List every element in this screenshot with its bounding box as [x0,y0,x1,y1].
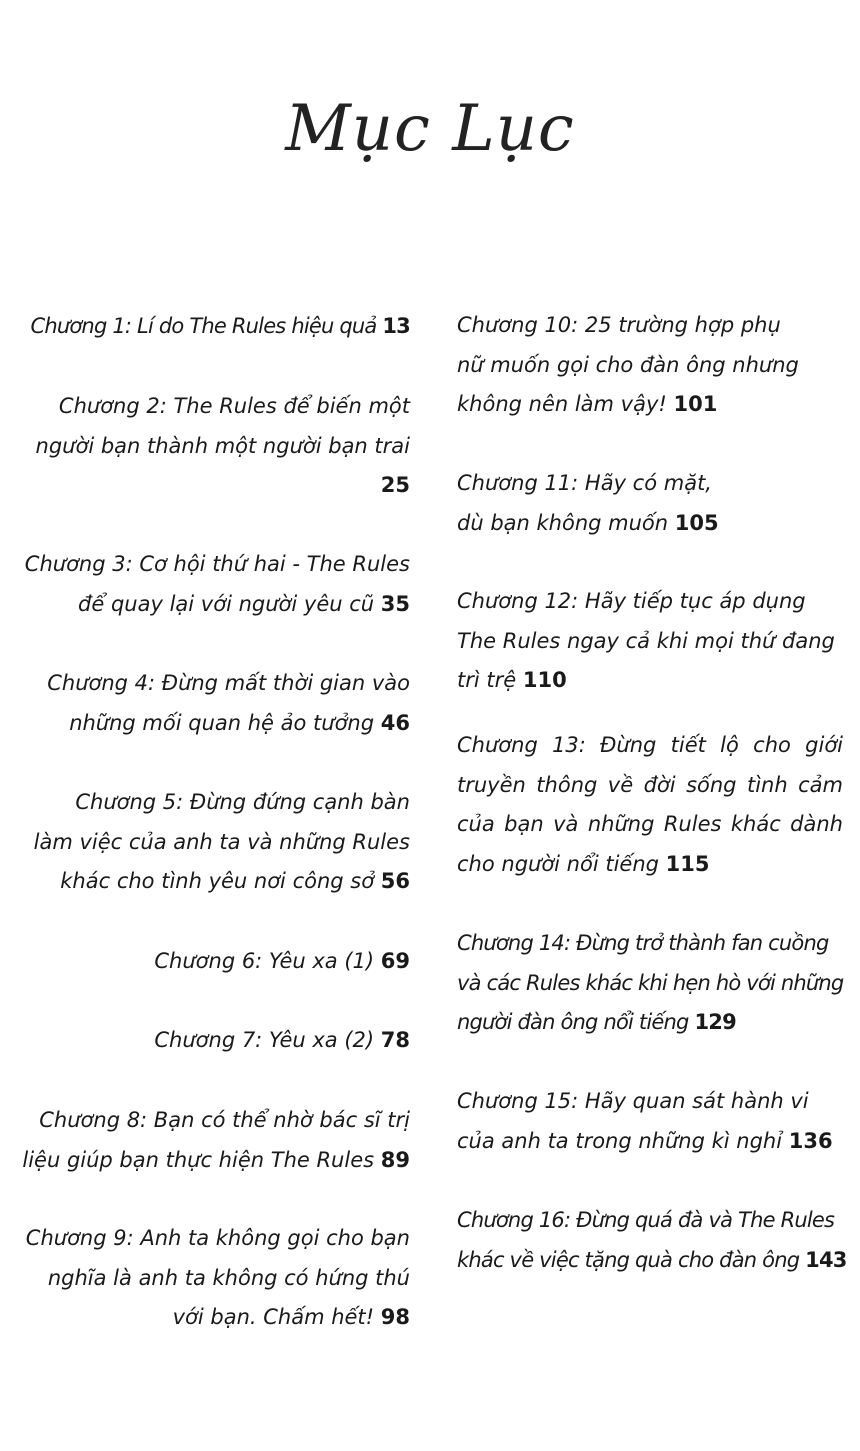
toc-entry-chapter-5 [20,783,410,902]
chapter-title-line: liệu giúp bạn thực hiện The Rules [22,1147,375,1172]
chapter-title-line: làm việc của anh ta và những Rules [33,829,410,854]
page-title: Mục Lục [285,92,575,166]
page-number: 89 [380,1147,410,1172]
toc-entry-chapter-13 [457,726,843,884]
chapter-title-line: Chương 8: Bạn có thể nhờ bác sĩ trị [39,1108,410,1132]
page-number: 46 [380,710,410,735]
chapter-title-line: nữ muốn gọi cho đàn ông nhưng [457,352,799,377]
chapter-title-line: với bạn. Chấm hết! [172,1305,375,1329]
toc-entry-chapter-1 [20,307,410,347]
page-number: 98 [380,1305,410,1329]
page-number: 136 [788,1128,833,1153]
toc-entry-chapter-12 [457,582,843,701]
chapter-title-line: Chương 5: Đừng đứng cạnh bàn [75,790,410,814]
toc-entry-chapter-9 [20,1219,410,1338]
chapter-title-line: Chương 16: Đừng quá đà và The Rules [457,1208,835,1232]
chapter-title-line: Chương 12: Hãy tiếp tục áp dụng [457,589,806,613]
chapter-title-line: Chương 4: Đừng mất thời gian vào [47,671,410,695]
toc-entry-chapter-7 [20,1021,410,1061]
chapter-title-line: Chương 11: Hãy có mặt, [457,471,712,495]
page-number: 35 [380,591,410,616]
page-number: 69 [380,949,410,973]
page-number: 110 [522,668,567,692]
toc-entry-chapter-8 [20,1101,410,1180]
chapter-title-line: người đàn ông nổi tiếng [457,1010,689,1034]
page-number: 115 [665,851,710,876]
page-number: 13 [382,314,410,338]
chapter-title-line: những mối quan hệ ảo tưởng [69,710,375,735]
chapter-title-line: dù bạn không muốn [457,510,669,535]
page-number: 56 [380,869,410,893]
chapter-title-line: không nên làm vậy! [457,392,667,416]
toc-entry-chapter-3 [20,545,410,624]
chapter-title: Chương 13: Đừng tiết lộ cho giới truyền thông về đời sống tình cảm của bạn và những Rules khác dành cho người nổi tiếng [457,733,843,876]
page-number: 129 [694,1010,736,1034]
chapter-title-line: khác cho tình yêu nơi công sở [60,869,375,893]
page-number: 101 [673,392,718,416]
page-number: 105 [674,510,719,535]
chapter-title-line: của anh ta trong những kì nghỉ [457,1128,783,1153]
page-number: 143 [805,1247,847,1272]
chapter-title-line: Chương 14: Đừng trở thành fan cuồng [457,931,829,955]
chapter-title-line: Chương 3: Cơ hội thứ hai - The Rules [24,552,410,576]
toc-entry-chapter-2 [20,387,410,506]
chapter-title-line: The Rules ngay cả khi mọi thứ đang [457,628,835,653]
toc-entry-chapter-10 [457,306,843,425]
toc-entry-chapter-4 [20,664,410,743]
chapter-title-line: Chương 2: The Rules để biến một [58,394,410,418]
page-number: 78 [380,1028,410,1052]
chapter-title: Chương 7: Yêu xa (2) [154,1028,375,1052]
chapter-title-line: người bạn thành một người bạn trai [35,433,410,458]
toc-entry-chapter-14 [457,924,843,1043]
chapter-title: Chương 1: Lí do The Rules hiệu quả [30,314,377,338]
toc-entry-chapter-6 [20,942,410,982]
chapter-title-line: và các Rules khác khi hẹn hò với những [457,970,844,995]
chapter-title: Chương 6: Yêu xa (1) [154,949,375,973]
chapter-title-line: Chương 9: Anh ta không gọi cho bạn [25,1226,410,1250]
chapter-title-line: để quay lại với người yêu cũ [78,591,375,616]
toc-entry-chapter-15 [457,1082,843,1161]
toc-entry-chapter-11 [457,464,843,543]
toc-entry-chapter-16 [457,1201,847,1280]
page-number: 25 [380,473,410,497]
chapter-title-line: Chương 10: 25 trường hợp phụ [457,313,781,337]
chapter-title-line: Chương 15: Hãy quan sát hành vi [457,1089,809,1113]
chapter-title-line: nghĩa là anh ta không có hứng thú [47,1265,410,1290]
chapter-title-line: trì trệ [457,668,517,692]
chapter-title-line: khác về việc tặng quà cho đàn ông [457,1247,800,1272]
